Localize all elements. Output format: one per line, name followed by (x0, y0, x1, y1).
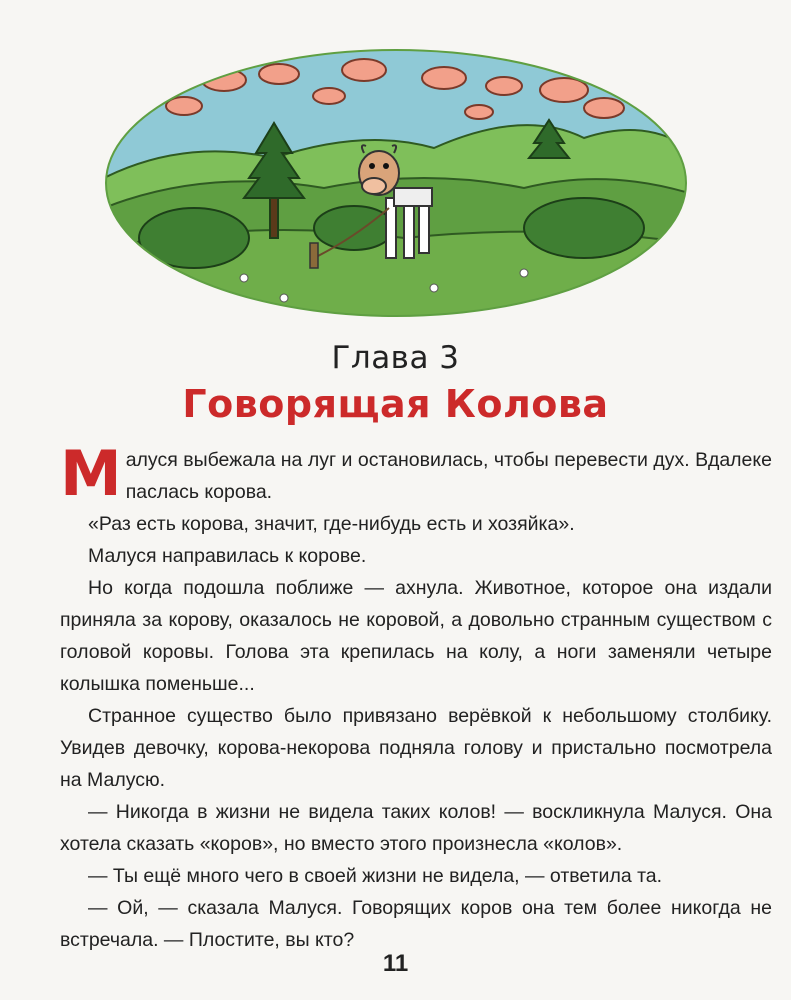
paragraph-6: — Никогда в жизни не видела таких колов! — воскликнула Малуся. Она хотела сказать «коров», но вместо этого произнесла «колов». (60, 801, 772, 855)
chapter-text (60, 437, 772, 956)
chapter-title: Говорящая Колова (182, 382, 609, 426)
paragraph-2: «Раз есть корова, значит, где-нибудь есть и хозяйка». (88, 513, 575, 535)
chapter-illustration (104, 48, 689, 318)
paragraph-5: Странное существо было привязано верёвкой к небольшому столбику. Увидев девочку, корова-некорова подняла голову и пристально посмотрела на Малусю. (60, 705, 772, 791)
paragraph-7: — Ты ещё много чего в своей жизни не видела, — ответила та. (88, 865, 663, 887)
paragraph-3: Малуся направилась к корове. (88, 545, 367, 567)
paragraph-4: Но когда подошла поближе — ахнула. Животное, которое она издали приняла за корову, оказалось не коровой, а довольно странным существом с головой коровы. Голова эта крепилась на колу, а ноги заменяли четыре колышка поменьше... (60, 577, 772, 695)
page-number: 11 (382, 950, 409, 977)
chapter-number: Глава 3 (331, 340, 460, 376)
paragraph-8: — Ой, — сказала Малуся. Говорящих коров она тем более никогда не встречала. — Плостите, вы кто? (60, 897, 772, 951)
meadow-cow-illustration (104, 48, 689, 318)
drop-cap: М (60, 437, 122, 510)
paragraph-1: Малуся выбежала на луг и остановилась, чтобы перевести дух. Вдалеке паслась корова. (60, 437, 772, 510)
